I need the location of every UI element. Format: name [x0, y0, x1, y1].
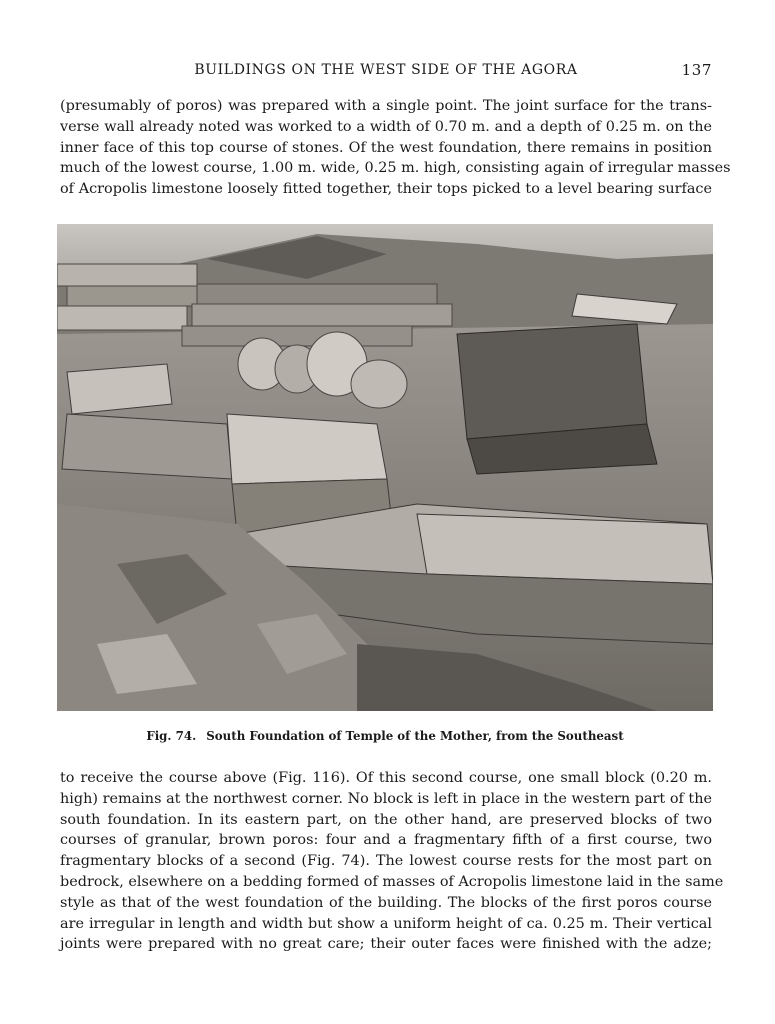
page-number: 137 [681, 61, 712, 79]
running-title: BUILDINGS ON THE WEST SIDE OF THE AGORA [194, 62, 578, 78]
figure-caption-text: South Foundation of Temple of the Mother, from the Southeast [206, 729, 624, 743]
text-line: much of the lowest course, 1.00 m. wide, 0.25 m. high, consisting again of irregular masses [60, 160, 731, 177]
text-line: of Acropolis limestone loosely fitted together, their tops picked to a level bearing surface [60, 181, 712, 198]
text-line: south foundation. In its eastern part, on the other hand, are preserved blocks of two [60, 811, 712, 828]
paragraph-bottom [60, 768, 724, 955]
figure-photograph [57, 224, 713, 711]
text-line: (presumably of poros) was prepared with a single point. The joint surface for the trans- [60, 98, 712, 114]
text-line: verse wall already noted was worked to a width of 0.70 m. and a depth of 0.25 m. on the [60, 118, 712, 135]
running-head [60, 60, 712, 84]
text-line: fragmentary blocks of a second (Fig. 74). The lowest course rests for the most part on [60, 853, 712, 870]
paragraph-top [60, 96, 731, 200]
figure-label: Fig. 74. [146, 729, 197, 743]
text-line: are irregular in length and width but show a uniform height of ca. 0.25 m. Their vertical [60, 915, 712, 932]
text-line: to receive the course above (Fig. 116). Of this second course, one small block (0.20 m. [60, 770, 712, 786]
text-line: bedrock, elsewhere on a bedding formed of masses of Acropolis limestone laid in the same [60, 873, 724, 890]
figure-caption [57, 729, 713, 743]
text-line: courses of granular, brown poros: four and a fragmentary fifth of a first course, two [60, 832, 712, 849]
text-line: joints were prepared with no great care; their outer faces were finished with the adze; [60, 936, 712, 953]
text-line: inner face of this top course of stones. Of the west foundation, there remains in position [60, 139, 712, 156]
text-line: high) remains at the northwest corner. No block is left in place in the western part of the [60, 790, 712, 807]
text-line: style as that of the west foundation of the building. The blocks of the first poros course [60, 894, 712, 911]
photo-illustration [57, 224, 713, 711]
